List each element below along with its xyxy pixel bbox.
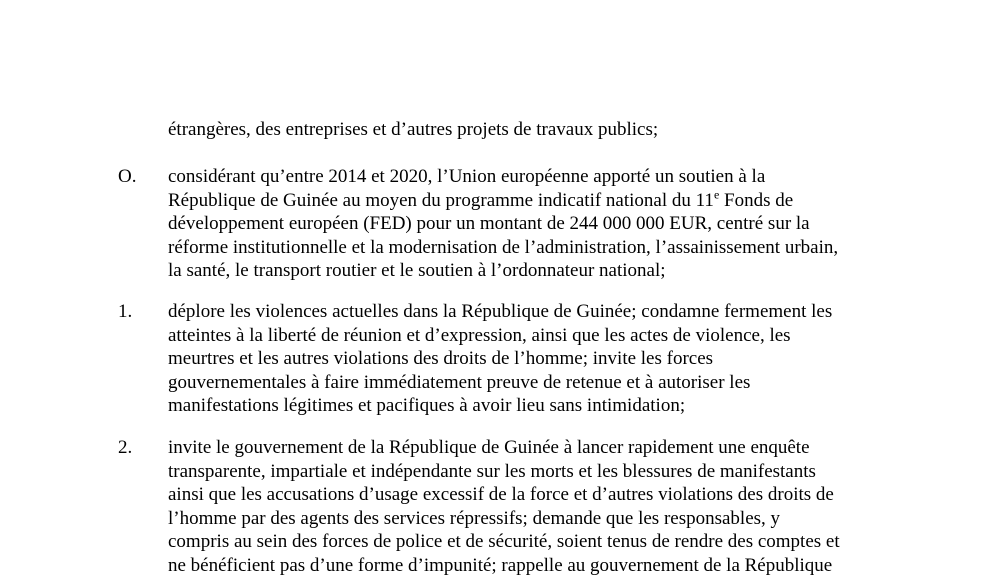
paragraph-line-with-superscript <box>168 189 898 213</box>
paragraph-line: réforme institutionnelle et la modernisation de l’administration, l’assainissement urbain, <box>168 236 839 258</box>
paragraph-line: manifestations légitimes et pacifiques à avoir lieu sans intimidation; <box>168 395 686 416</box>
paragraph-line: atteintes à la liberté de réunion et d’expression, ainsi que les actes de violence, les <box>168 324 791 346</box>
paragraph-line: déplore les violences actuelles dans la République de Guinée; condamne fermement les <box>168 301 833 322</box>
paragraph-line: ne bénéficient pas d’une forme d’impunité; rappelle au gouvernement de la République <box>168 554 833 576</box>
continuation-text: étrangères, des entreprises et d’autres projets de travaux publics; <box>168 119 659 140</box>
paragraph-line: l’homme par des agents des services répressifs; demande que les responsables, y <box>168 507 781 529</box>
paragraph-line-text: République de Guinée au moyen du programme indicatif national du 11 <box>168 189 714 211</box>
paragraph-body <box>168 436 898 577</box>
paragraph-line: transparente, impartiale et indépendante sur les morts et les blessures de manifestants <box>168 460 816 482</box>
paragraph-line: meurtres et les autres violations des droits de l’homme; invite les forces <box>168 348 714 369</box>
paragraph-line-tail: Fonds de <box>719 189 794 211</box>
paragraph-body <box>168 300 898 418</box>
paragraph-line: invite le gouvernement de la République de Guinée à lancer rapidement une enquête <box>168 437 810 458</box>
paragraph-marker: 2. <box>118 437 133 458</box>
paragraph-line: compris au sein des forces de police et de sécurité, soient tenus de rendre des comptes et <box>168 531 840 552</box>
paragraph-body <box>168 165 898 283</box>
paragraph-marker: O. <box>118 166 137 187</box>
paragraph-line: considérant qu’entre 2014 et 2020, l’Union européenne apporté un soutien à la <box>168 166 766 187</box>
paragraph-marker: 1. <box>118 301 133 322</box>
paragraph-line: gouvernementales à faire immédiatement preuve de retenue et à autoriser les <box>168 371 751 393</box>
paragraph-line: développement européen (FED) pour un montant de 244 000 000 EUR, centré sur la <box>168 213 810 234</box>
paragraph-line: la santé, le transport routier et le soutien à l’ordonnateur national; <box>168 260 666 281</box>
ordinal-superscript: e <box>713 187 720 202</box>
paragraph-line: ainsi que les accusations d’usage excessif de la force et d’autres violations des droits de <box>168 484 834 505</box>
